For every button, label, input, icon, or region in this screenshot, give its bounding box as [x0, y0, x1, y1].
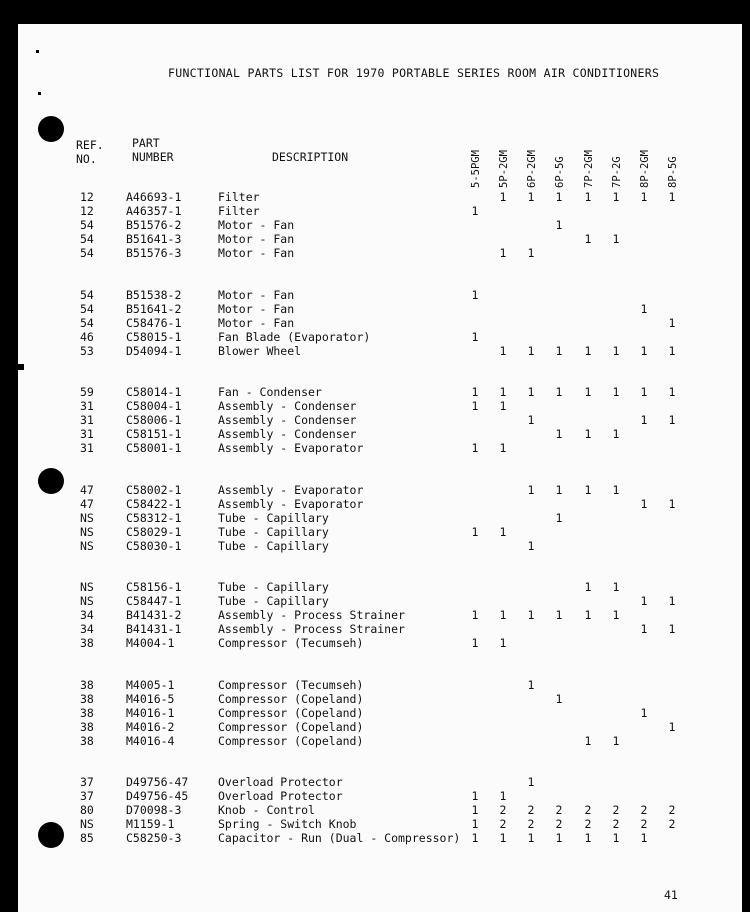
part-number-cell: B51576-3 [126, 246, 182, 260]
quantity-mark: 1 [471, 831, 479, 845]
quantity-mark: 1 [555, 190, 563, 204]
quantity-mark: 1 [612, 385, 620, 399]
model-header: 8P-5G [667, 156, 679, 188]
quantity-mark: 1 [668, 316, 676, 330]
description-cell: Compressor (Copeland) [218, 720, 364, 734]
description-cell: Spring - Switch Knob [218, 817, 357, 831]
scan-mark-left [12, 364, 24, 370]
quantity-mark: 1 [612, 831, 620, 845]
quantity-mark: 1 [640, 302, 648, 316]
model-header: 8P-2GM [639, 150, 651, 188]
model-header: 7P-2GM [583, 150, 595, 188]
quantity-mark: 1 [527, 775, 535, 789]
quantity-mark: 2 [499, 817, 507, 831]
quantity-mark: 1 [527, 608, 535, 622]
part-row [18, 330, 742, 344]
ref-cell: 38 [80, 636, 94, 650]
description-cell: Tube - Capillary [218, 525, 329, 539]
part-row [18, 594, 742, 608]
part-number-cell: C58030-1 [126, 539, 182, 553]
part-number-cell: M4016-2 [126, 720, 175, 734]
page-number: 41 [664, 888, 678, 902]
part-row [18, 218, 742, 232]
ref-cell: 54 [80, 302, 94, 316]
part-row [18, 483, 742, 497]
part-row [18, 803, 742, 817]
quantity-mark: 1 [499, 385, 507, 399]
part-row [18, 427, 742, 441]
part-number-cell: B51641-3 [126, 232, 182, 246]
ref-cell: 54 [80, 232, 94, 246]
quantity-mark: 1 [499, 190, 507, 204]
parts-list-page [18, 24, 742, 912]
ref-cell: 59 [80, 385, 94, 399]
quantity-mark: 2 [640, 803, 648, 817]
quantity-mark: 1 [612, 580, 620, 594]
part-number-cell: C58422-1 [126, 497, 182, 511]
description-cell: Assembly - Process Strainer [218, 608, 405, 622]
part-row [18, 622, 742, 636]
quantity-mark: 1 [555, 427, 563, 441]
quantity-mark: 1 [668, 720, 676, 734]
quantity-mark: 1 [471, 385, 479, 399]
part-number-cell: C58015-1 [126, 330, 182, 344]
description-header: DESCRIPTION [272, 150, 349, 164]
part-number-cell: C58014-1 [126, 385, 182, 399]
quantity-mark: 1 [640, 497, 648, 511]
quantity-mark: 1 [555, 344, 563, 358]
ref-cell: 31 [80, 413, 94, 427]
part-number-cell: B41431-2 [126, 608, 182, 622]
part-number-cell: M4016-1 [126, 706, 175, 720]
ref-cell: 12 [80, 190, 94, 204]
quantity-mark: 2 [555, 817, 563, 831]
part-row [18, 302, 742, 316]
quantity-mark: 1 [471, 330, 479, 344]
ref-cell: NS [80, 817, 94, 831]
quantity-mark: 1 [471, 441, 479, 455]
model-header: 7P-2G [611, 156, 623, 188]
description-cell: Fan - Condenser [218, 385, 322, 399]
part-row [18, 190, 742, 204]
description-cell: Blower Wheel [218, 344, 302, 358]
part-number-header: PART NUMBER [132, 136, 174, 164]
ref-cell: 54 [80, 316, 94, 330]
part-number-cell: C58447-1 [126, 594, 182, 608]
quantity-mark: 1 [668, 344, 676, 358]
ref-cell: 54 [80, 246, 94, 260]
quantity-mark: 2 [527, 817, 535, 831]
part-row [18, 497, 742, 511]
quantity-mark: 1 [471, 525, 479, 539]
part-row [18, 831, 742, 845]
quantity-mark: 1 [555, 483, 563, 497]
quantity-mark: 1 [584, 608, 592, 622]
quantity-mark: 1 [527, 246, 535, 260]
model-header: 5-5PGM [470, 150, 482, 188]
ref-cell: 38 [80, 678, 94, 692]
quantity-mark: 2 [640, 817, 648, 831]
ref-cell: NS [80, 594, 94, 608]
part-row [18, 413, 742, 427]
quantity-mark: 1 [527, 678, 535, 692]
quantity-mark: 1 [584, 734, 592, 748]
part-number-cell: D70098-3 [126, 803, 182, 817]
quantity-mark: 1 [471, 608, 479, 622]
part-row [18, 817, 742, 831]
part-number-cell: M4004-1 [126, 636, 175, 650]
part-number-cell: C58250-3 [126, 831, 182, 845]
part-row [18, 441, 742, 455]
quantity-mark: 1 [584, 190, 592, 204]
part-row [18, 636, 742, 650]
part-row [18, 344, 742, 358]
description-cell: Compressor (Copeland) [218, 692, 364, 706]
quantity-mark: 1 [527, 385, 535, 399]
part-row [18, 580, 742, 594]
part-row [18, 525, 742, 539]
part-number-cell: C58029-1 [126, 525, 182, 539]
ref-cell: 80 [80, 803, 94, 817]
part-row [18, 775, 742, 789]
part-number-cell: A46357-1 [126, 204, 182, 218]
quantity-mark: 1 [612, 232, 620, 246]
part-row [18, 789, 742, 803]
description-cell: Tube - Capillary [218, 594, 329, 608]
description-cell: Motor - Fan [218, 246, 295, 260]
description-cell: Compressor (Copeland) [218, 734, 364, 748]
page-title: FUNCTIONAL PARTS LIST FOR 1970 PORTABLE SERIES ROOM AIR CONDITIONERS [168, 66, 660, 80]
part-row [18, 511, 742, 525]
quantity-mark: 1 [555, 511, 563, 525]
ref-cell: 54 [80, 288, 94, 302]
model-header: 6P-5G [554, 156, 566, 188]
quantity-mark: 1 [668, 385, 676, 399]
ref-cell: 85 [80, 831, 94, 845]
quantity-mark: 1 [612, 344, 620, 358]
quantity-mark: 2 [584, 817, 592, 831]
part-row [18, 692, 742, 706]
quantity-mark: 1 [527, 539, 535, 553]
quantity-mark: 1 [555, 385, 563, 399]
quantity-mark: 2 [668, 803, 676, 817]
part-row [18, 720, 742, 734]
part-number-cell: C58004-1 [126, 399, 182, 413]
part-row [18, 246, 742, 260]
ref-cell: 34 [80, 608, 94, 622]
quantity-mark: 1 [612, 608, 620, 622]
ref-cell: NS [80, 511, 94, 525]
quantity-mark: 1 [584, 385, 592, 399]
binder-hole-top [38, 116, 64, 142]
ref-cell: 37 [80, 775, 94, 789]
description-cell: Tube - Capillary [218, 580, 329, 594]
description-cell: Motor - Fan [218, 218, 295, 232]
part-number-cell: A46693-1 [126, 190, 182, 204]
quantity-mark: 1 [555, 831, 563, 845]
ref-cell: 31 [80, 399, 94, 413]
part-row [18, 232, 742, 246]
description-cell: Motor - Fan [218, 302, 295, 316]
description-cell: Assembly - Condenser [218, 413, 357, 427]
ref-cell: 31 [80, 441, 94, 455]
quantity-mark: 2 [527, 803, 535, 817]
part-row [18, 316, 742, 330]
quantity-mark: 1 [584, 427, 592, 441]
part-number-cell: C58151-1 [126, 427, 182, 441]
quantity-mark: 1 [584, 580, 592, 594]
quantity-mark: 1 [471, 803, 479, 817]
description-cell: Fan Blade (Evaporator) [218, 330, 371, 344]
quantity-mark: 1 [584, 483, 592, 497]
model-header: 5P-2GM [498, 150, 510, 188]
quantity-mark: 1 [640, 344, 648, 358]
quantity-mark: 2 [499, 803, 507, 817]
quantity-mark: 1 [640, 594, 648, 608]
part-number-cell: M4005-1 [126, 678, 175, 692]
quantity-mark: 1 [471, 636, 479, 650]
description-cell: Filter [218, 204, 260, 218]
ref-cell: 47 [80, 483, 94, 497]
description-cell: Assembly - Evaporator [218, 441, 364, 455]
part-number-cell: C58312-1 [126, 511, 182, 525]
quantity-mark: 1 [612, 734, 620, 748]
scan-speck [36, 50, 39, 53]
part-number-cell: B51538-2 [126, 288, 182, 302]
quantity-mark: 2 [555, 803, 563, 817]
quantity-mark: 1 [640, 413, 648, 427]
ref-cell: 54 [80, 218, 94, 232]
ref-cell: 38 [80, 706, 94, 720]
part-number-cell: C58001-1 [126, 441, 182, 455]
quantity-mark: 1 [471, 204, 479, 218]
part-row [18, 539, 742, 553]
quantity-mark: 1 [471, 399, 479, 413]
quantity-mark: 1 [527, 831, 535, 845]
part-number-cell: B41431-1 [126, 622, 182, 636]
description-cell: Knob - Control [218, 803, 315, 817]
quantity-mark: 1 [499, 441, 507, 455]
quantity-mark: 1 [640, 622, 648, 636]
quantity-mark: 1 [499, 344, 507, 358]
quantity-mark: 1 [499, 399, 507, 413]
part-number-cell: C58476-1 [126, 316, 182, 330]
part-number-cell: D49756-47 [126, 775, 189, 789]
quantity-mark: 1 [555, 692, 563, 706]
ref-cell: NS [80, 539, 94, 553]
quantity-mark: 2 [612, 817, 620, 831]
quantity-mark: 1 [555, 218, 563, 232]
quantity-mark: 1 [499, 246, 507, 260]
quantity-mark: 1 [499, 636, 507, 650]
quantity-mark: 1 [612, 483, 620, 497]
ref-cell: 46 [80, 330, 94, 344]
part-number-cell: D49756-45 [126, 789, 189, 803]
part-row [18, 204, 742, 218]
quantity-mark: 1 [668, 497, 676, 511]
quantity-mark: 1 [612, 427, 620, 441]
quantity-mark: 1 [584, 232, 592, 246]
description-cell: Compressor (Tecumseh) [218, 678, 364, 692]
part-number-cell: C58002-1 [126, 483, 182, 497]
description-cell: Capacitor - Run (Dual - Compressor) [218, 831, 461, 845]
part-row [18, 734, 742, 748]
quantity-mark: 1 [668, 594, 676, 608]
description-cell: Motor - Fan [218, 316, 295, 330]
part-number-cell: M1159-1 [126, 817, 175, 831]
ref-cell: 53 [80, 344, 94, 358]
scan-speck [38, 92, 41, 95]
quantity-mark: 2 [668, 817, 676, 831]
quantity-mark: 1 [527, 190, 535, 204]
ref-cell: NS [80, 580, 94, 594]
model-header: 6P-2GM [526, 150, 538, 188]
description-cell: Assembly - Condenser [218, 399, 357, 413]
ref-cell: 38 [80, 720, 94, 734]
quantity-mark: 2 [612, 803, 620, 817]
ref-cell: 34 [80, 622, 94, 636]
description-cell: Assembly - Evaporator [218, 483, 364, 497]
ref-cell: 12 [80, 204, 94, 218]
description-cell: Assembly - Condenser [218, 427, 357, 441]
ref-header: REF. NO. [76, 138, 104, 166]
quantity-mark: 1 [555, 608, 563, 622]
part-row [18, 678, 742, 692]
quantity-mark: 1 [527, 483, 535, 497]
description-cell: Tube - Capillary [218, 511, 329, 525]
quantity-mark: 1 [471, 817, 479, 831]
description-cell: Overload Protector [218, 789, 343, 803]
quantity-mark: 1 [499, 789, 507, 803]
quantity-mark: 1 [640, 706, 648, 720]
quantity-mark: 1 [499, 608, 507, 622]
part-row [18, 288, 742, 302]
part-row [18, 399, 742, 413]
quantity-mark: 1 [471, 789, 479, 803]
ref-cell: NS [80, 525, 94, 539]
part-number-cell: D54094-1 [126, 344, 182, 358]
description-cell: Assembly - Process Strainer [218, 622, 405, 636]
part-number-cell: B51641-2 [126, 302, 182, 316]
quantity-mark: 1 [640, 385, 648, 399]
description-cell: Overload Protector [218, 775, 343, 789]
quantity-mark: 1 [584, 344, 592, 358]
quantity-mark: 1 [668, 622, 676, 636]
ref-cell: 38 [80, 734, 94, 748]
quantity-mark: 1 [640, 831, 648, 845]
description-cell: Compressor (Copeland) [218, 706, 364, 720]
part-number-cell: M4016-5 [126, 692, 175, 706]
description-cell: Motor - Fan [218, 232, 295, 246]
part-number-cell: C58006-1 [126, 413, 182, 427]
description-cell: Tube - Capillary [218, 539, 329, 553]
quantity-mark: 1 [471, 288, 479, 302]
description-cell: Compressor (Tecumseh) [218, 636, 364, 650]
part-row [18, 608, 742, 622]
quantity-mark: 2 [584, 803, 592, 817]
quantity-mark: 1 [527, 344, 535, 358]
quantity-mark: 1 [668, 413, 676, 427]
quantity-mark: 1 [499, 525, 507, 539]
quantity-mark: 1 [499, 831, 507, 845]
part-row [18, 706, 742, 720]
ref-cell: 31 [80, 427, 94, 441]
description-cell: Assembly - Evaporator [218, 497, 364, 511]
quantity-mark: 1 [640, 190, 648, 204]
ref-cell: 37 [80, 789, 94, 803]
ref-cell: 47 [80, 497, 94, 511]
quantity-mark: 1 [668, 190, 676, 204]
part-row [18, 385, 742, 399]
description-cell: Filter [218, 190, 260, 204]
ref-cell: 38 [80, 692, 94, 706]
part-number-cell: M4016-4 [126, 734, 175, 748]
quantity-mark: 1 [612, 190, 620, 204]
part-number-cell: C58156-1 [126, 580, 182, 594]
part-number-cell: B51576-2 [126, 218, 182, 232]
description-cell: Motor - Fan [218, 288, 295, 302]
quantity-mark: 1 [584, 831, 592, 845]
quantity-mark: 1 [527, 413, 535, 427]
